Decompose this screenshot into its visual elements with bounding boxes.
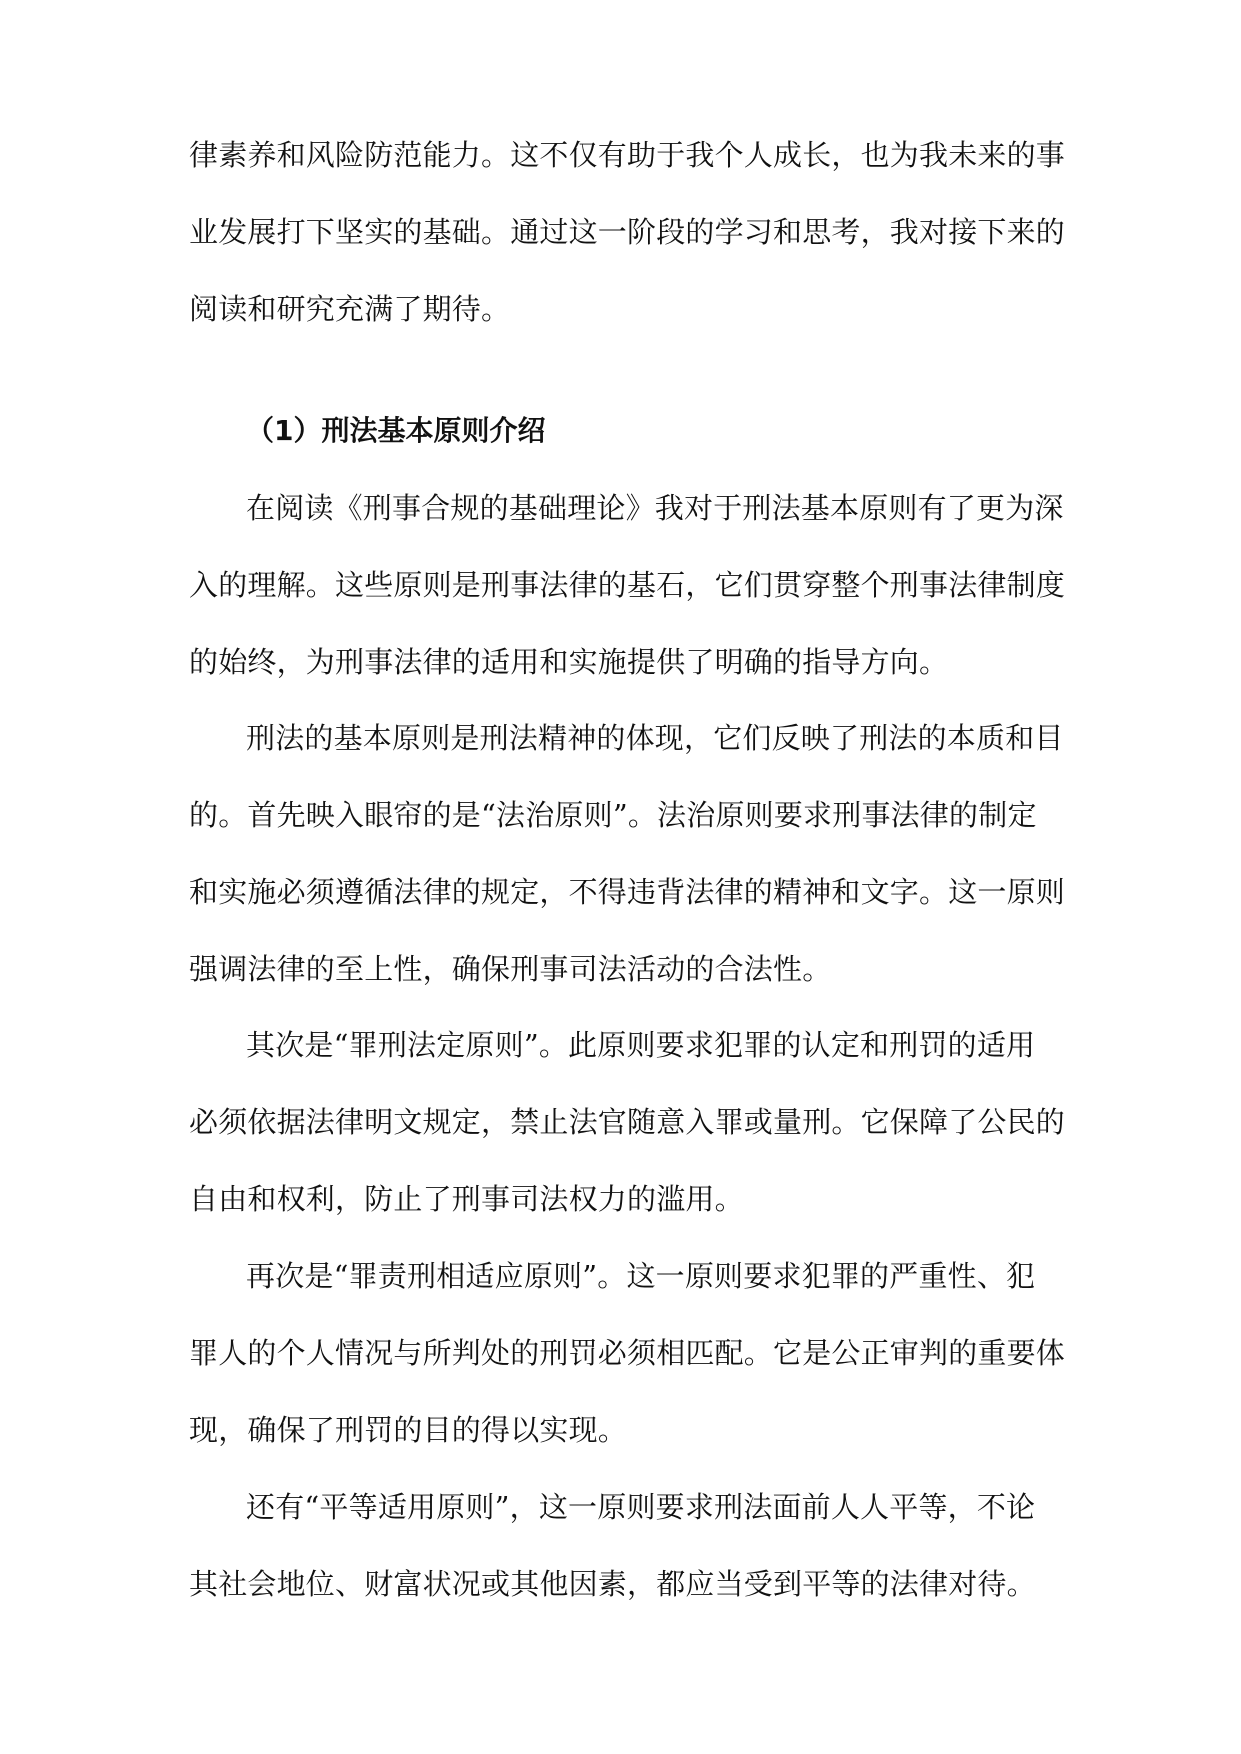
paragraph-line: 还有“平等适用原则”，这一原则要求刑法面前人人平等，不论 (246, 1490, 1036, 1524)
intro-line: 阅读和研究充满了期待。 (189, 292, 511, 326)
paragraph-line: 其次是“罪刑法定原则”。此原则要求犯罪的认定和刑罚的适用 (246, 1028, 1036, 1062)
paragraph-line: 自由和权利，防止了刑事司法权力的滥用。 (189, 1182, 744, 1216)
paragraph-line: 再次是“罪责刑相适应原则”。这一原则要求犯罪的严重性、犯 (246, 1259, 1036, 1293)
paragraph-line: 入的理解。这些原则是刑事法律的基石，它们贯穿整个刑事法律制度 (189, 568, 1066, 602)
paragraph-line: 在阅读《刑事合规的基础理论》我对于刑法基本原则有了更为深 (246, 491, 1064, 525)
paragraph-line: 必须依据法律明文规定，禁止法官随意入罪或量刑。它保障了公民的 (189, 1105, 1066, 1139)
section-heading: （1）刑法基本原则介绍 (246, 414, 546, 447)
paragraph-line: 刑法的基本原则是刑法精神的体现，它们反映了刑法的本质和目 (246, 721, 1064, 755)
paragraph-line: 强调法律的至上性，确保刑事司法活动的合法性。 (189, 952, 832, 986)
paragraph-line: 罪人的个人情况与所判处的刑罚必须相匹配。它是公正审判的重要体 (189, 1336, 1066, 1370)
intro-line: 业发展打下坚实的基础。通过这一阶段的学习和思考，我对接下来的 (189, 215, 1066, 249)
paragraph-line: 的始终，为刑事法律的适用和实施提供了明确的指导方向。 (189, 645, 949, 679)
intro-line: 律素养和风险防范能力。这不仅有助于我个人成长，也为我未来的事 (189, 138, 1066, 172)
paragraph-line: 其社会地位、财富状况或其他因素，都应当受到平等的法律对待。 (189, 1567, 1036, 1601)
paragraph-line: 的。首先映入眼帘的是“法治原则”。法治原则要求刑事法律的制定 (189, 798, 1037, 832)
paragraph-line: 和实施必须遵循法律的规定，不得违背法律的精神和文字。这一原则 (189, 875, 1066, 909)
paragraph-line: 现，确保了刑罚的目的得以实现。 (189, 1413, 628, 1447)
